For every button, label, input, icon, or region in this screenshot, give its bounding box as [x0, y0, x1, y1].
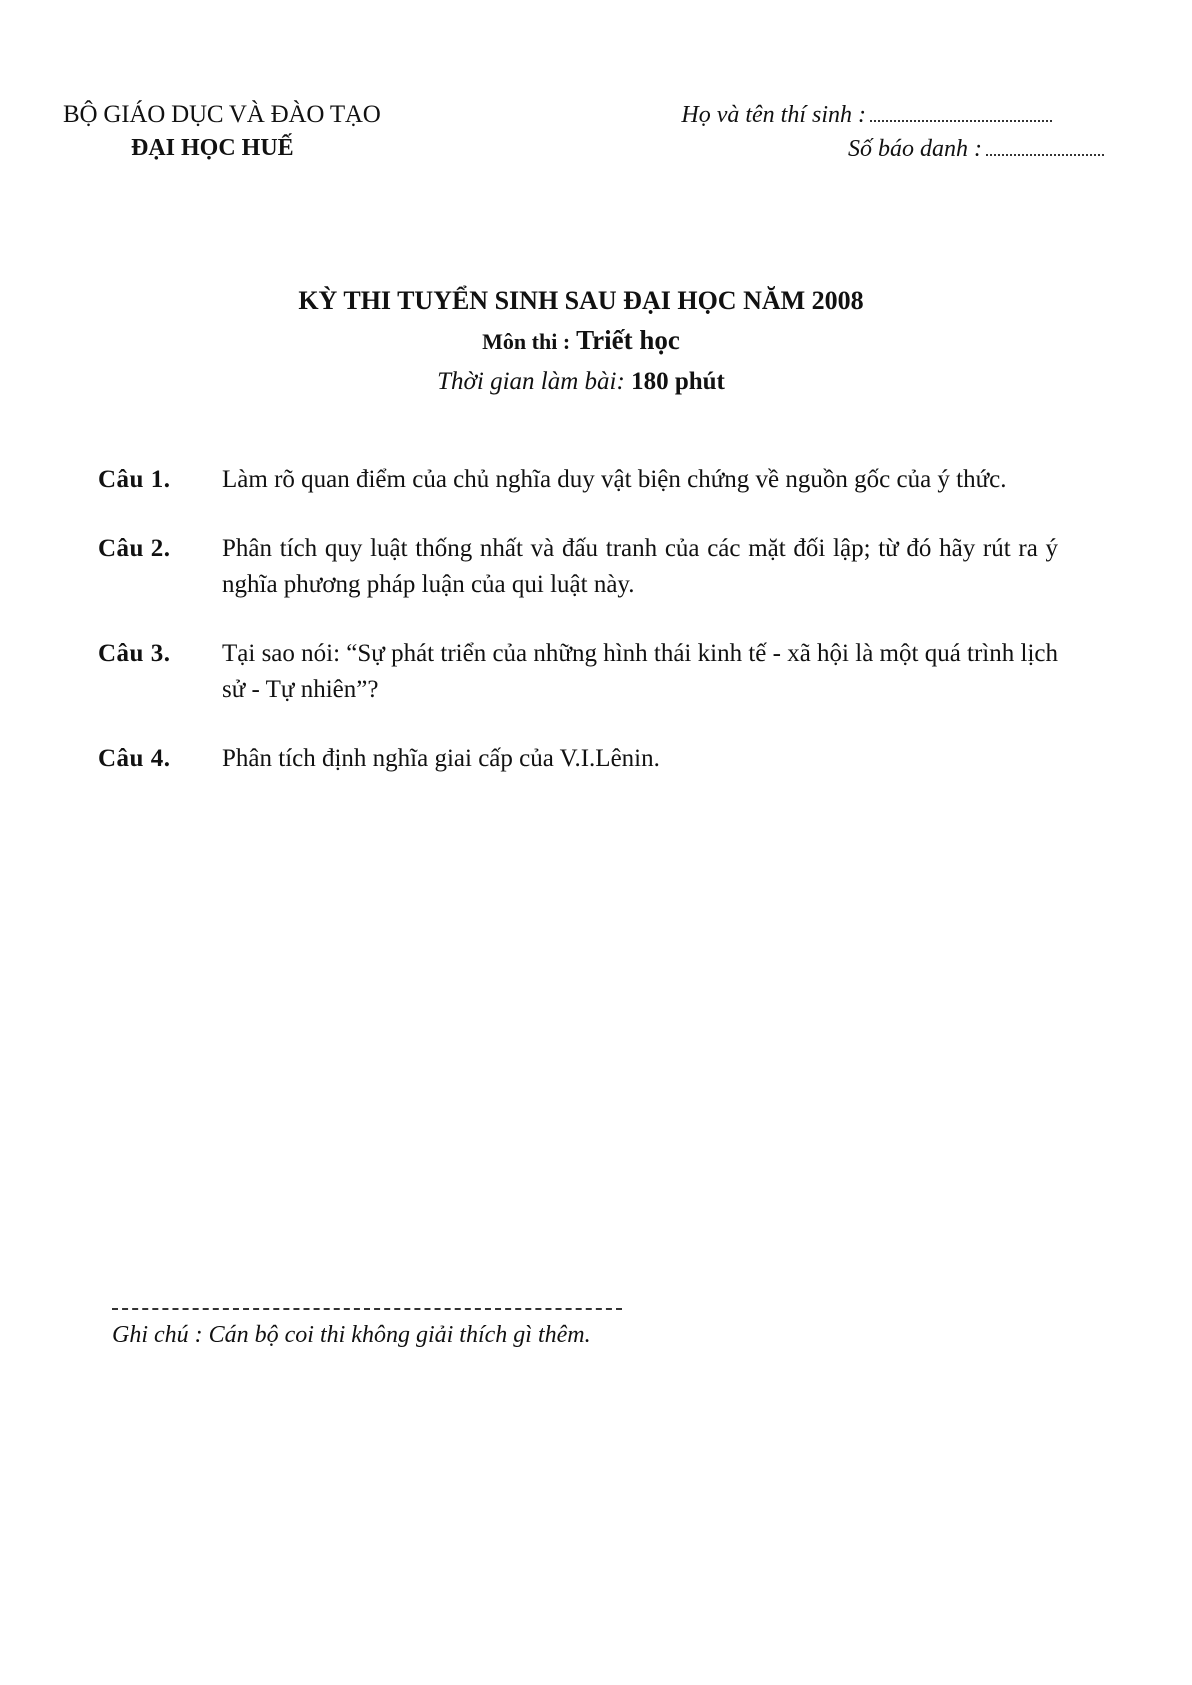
question-label: Câu 2.: [98, 535, 171, 562]
issuer-block: [63, 98, 483, 164]
candidate-name-row: [681, 98, 1052, 132]
candidate-id-blank: [986, 153, 1104, 156]
candidate-name-label: Họ và tên thí sinh :: [681, 102, 866, 128]
candidate-id-row: [681, 132, 1104, 166]
question-label: Câu 4.: [98, 745, 171, 772]
question-4: [98, 741, 1058, 777]
question-list: [98, 462, 1058, 810]
subject-line: [0, 320, 1162, 362]
question-label: Câu 3.: [98, 640, 171, 667]
subject-value: Triết học: [576, 325, 680, 355]
question-text: Phân tích quy luật thống nhất và đấu tranh của các mặt đối lập; từ đó hãy rút ra ý nghĩa phương pháp luận của qui luật này.: [222, 535, 1058, 598]
footer-note: Ghi chú : Cán bộ coi thi không giải thích gì thêm.: [112, 1322, 591, 1348]
question-text: Phân tích định nghĩa giai cấp của V.I.Lênin.: [222, 745, 660, 772]
exam-title-block: [0, 282, 1162, 402]
question-2: [98, 531, 1058, 603]
question-text: Tại sao nói: “Sự phát triển của những hình thái kinh tế - xã hội là một quá trình lịch sử - Tự nhiên”?: [222, 640, 1058, 703]
question-text: Làm rõ quan điểm của chủ nghĩa duy vật biện chứng về nguồn gốc của ý thức.: [222, 466, 1007, 493]
time-label: Thời gian làm bài:: [437, 368, 625, 395]
subject-label: Môn thi :: [482, 329, 571, 354]
time-line: [0, 362, 1162, 402]
university-name: ĐẠI HỌC HUẾ: [131, 135, 294, 161]
candidate-name-blank: [870, 119, 1052, 122]
question-3: [98, 636, 1058, 708]
candidate-info-block: [681, 98, 1052, 166]
footer-divider: [112, 1308, 622, 1310]
candidate-id-label: Số báo danh :: [848, 136, 982, 162]
time-value: 180 phút: [631, 368, 725, 395]
exam-title: KỲ THI TUYỂN SINH SAU ĐẠI HỌC NĂM 2008: [298, 286, 864, 315]
question-label: Câu 1.: [98, 466, 171, 493]
ministry-name: BỘ GIÁO DỤC VÀ ĐÀO TẠO: [63, 101, 381, 128]
question-1: [98, 462, 1058, 498]
